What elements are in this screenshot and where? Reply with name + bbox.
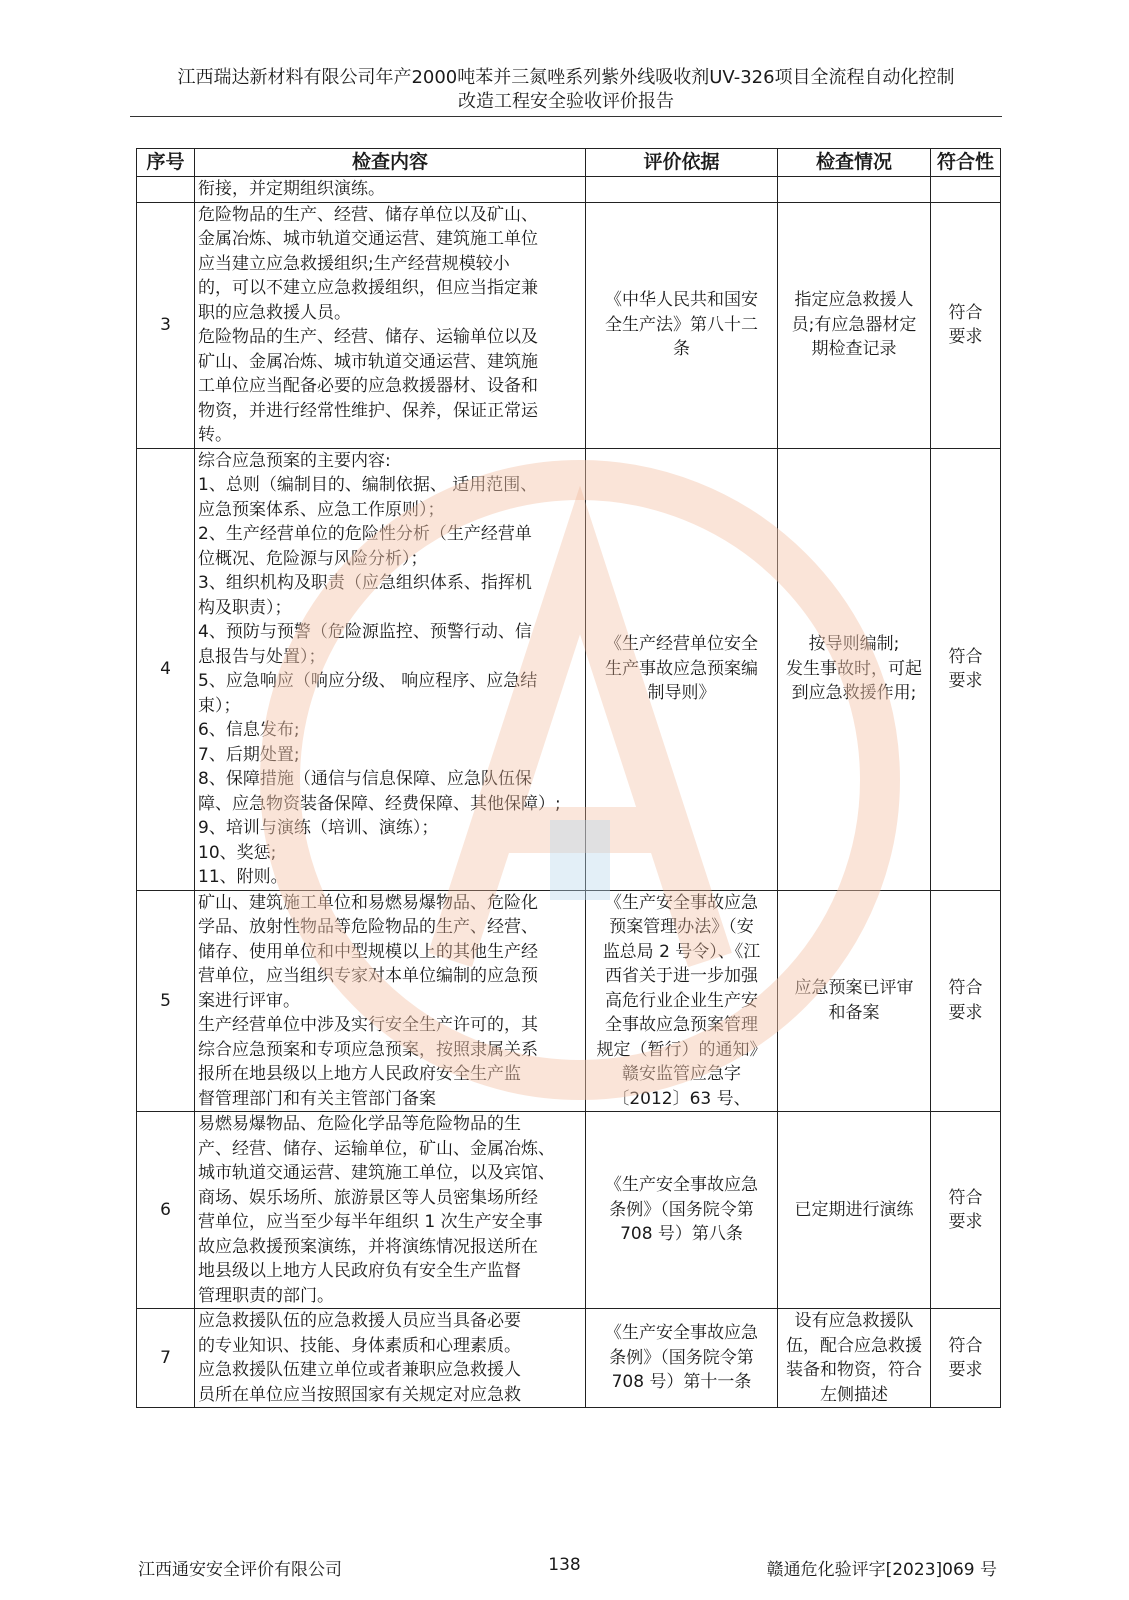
cell-basis-line: 《生产安全事故应急	[605, 892, 758, 913]
cell-conformity	[931, 890, 1001, 1112]
cell-content-line: 矿山、建筑施工单位和易燃易爆物品、危险化	[198, 892, 538, 913]
header-content: 检查内容	[195, 149, 586, 177]
cell-content-line: 营单位，应当至少每半年组织 1 次生产安全事	[198, 1212, 543, 1232]
cell-status	[778, 890, 931, 1112]
cell-conformity-line: 符合	[948, 1187, 983, 1208]
cell-status-line: 已定期进行演练	[794, 1199, 914, 1220]
header-no: 序号	[137, 149, 195, 177]
cell-basis-line: 条	[673, 339, 690, 360]
cell-basis-line: 赣安监管应急字	[622, 1064, 741, 1084]
cell-content-line: 7、后期处置;	[198, 744, 300, 765]
table-row-continuation	[137, 177, 1001, 203]
cell-basis-line: 规定（暂行）的通知》	[596, 1039, 767, 1060]
cell-basis-line: 《生产安全事故应急	[605, 1175, 758, 1196]
cell-status-line: 装备和物资，符合	[786, 1360, 922, 1380]
cell-content-line: 应当建立应急救援组织;生产经营规模较小	[198, 253, 510, 274]
cell-status	[778, 177, 931, 203]
cell-no: 3	[137, 202, 195, 448]
header-divider	[130, 116, 1002, 117]
cell-status-line: 到应急救援作用;	[791, 683, 917, 704]
cell-conformity	[931, 177, 1001, 203]
cell-content-line: 1、总则（编制目的、编制依据、 适用范围、	[198, 475, 538, 495]
footer-company: 江西通安安全评价有限公司	[138, 1560, 342, 1580]
cell-content-line: 11、附则。	[198, 867, 288, 887]
footer-report-number: 赣通危化验评字[2023]069 号	[766, 1560, 997, 1580]
cell-content-line: 综合应急预案和专项应急预案，按照隶属关系	[198, 1039, 538, 1060]
cell-status	[778, 1309, 931, 1408]
cell-status	[778, 202, 931, 448]
cell-content-line: 应急预案体系、应急工作原则）；	[198, 499, 445, 520]
cell-content-line: 综合应急预案的主要内容:	[198, 450, 391, 471]
cell-conformity-line: 要求	[948, 1360, 983, 1380]
cell-basis-line: 条例》（国务院令第	[609, 1347, 754, 1368]
footer-page-number: 138	[548, 1555, 581, 1575]
header-basis: 评价依据	[586, 149, 778, 177]
cell-basis-line: 条例》（国务院令第	[609, 1199, 754, 1220]
cell-no: 5	[137, 890, 195, 1112]
cell-basis	[586, 890, 778, 1112]
cell-basis-line: 《生产经营单位安全	[605, 634, 758, 655]
cell-status-line: 员;有应急器材定	[791, 314, 917, 335]
cell-content-line: 的，可以不建立应急救援组织，但应当指定兼	[198, 278, 538, 298]
header-status: 检查情况	[778, 149, 931, 177]
cell-basis-line: 《中华人民共和国安	[605, 290, 758, 311]
cell-content-line: 位概况、危险源与风险分析）；	[198, 548, 428, 569]
cell-content-line: 构及职责）；	[198, 597, 292, 618]
cell-content-line: 5、应急响应（响应分级、 响应程序、应急结	[198, 671, 538, 691]
cell-conformity	[931, 202, 1001, 448]
cell-content	[195, 177, 586, 203]
cell-basis	[586, 177, 778, 203]
cell-conformity-line: 符合	[948, 1335, 983, 1356]
cell-content-line: 应急救援队伍建立单位或者兼职应急救援人	[198, 1360, 521, 1380]
cell-content-line: 故应急救援预案演练，并将演练情况报送所在	[198, 1236, 538, 1257]
cell-basis-line: 生产事故应急预案编	[605, 658, 758, 679]
header-title-line2: 改造工程安全验收评价报告	[458, 91, 674, 112]
cell-content-line: 的专业知识、技能、身体素质和心理素质。	[198, 1335, 521, 1356]
cell-basis	[586, 1112, 778, 1309]
cell-basis-line: 预案管理办法》（安	[609, 917, 754, 937]
cell-basis-line: 监总局 2 号令）、《江	[602, 941, 761, 962]
cell-conformity-line: 要求	[948, 1002, 983, 1023]
cell-content-line: 商场、娱乐场所、旅游景区等人员密集场所经	[198, 1187, 538, 1208]
cell-content	[195, 1309, 586, 1408]
header-conformity: 符合性	[931, 149, 1001, 177]
cell-status	[778, 448, 931, 890]
cell-status-line: 设有应急救援队	[794, 1311, 914, 1331]
cell-conformity-line: 要求	[948, 1212, 983, 1232]
cell-basis-line: 《生产安全事故应急	[605, 1323, 758, 1344]
cell-content-line: 地县级以上地方人民政府负有安全生产监督	[198, 1261, 521, 1281]
cell-content-line: 员所在单位应当按照国家有关规定对应急救	[198, 1384, 521, 1405]
cell-status-line: 指定应急救援人	[794, 290, 914, 311]
cell-status-line: 按导则编制;	[808, 634, 900, 655]
cell-content-line: 督管理部门和有关主管部门备案	[198, 1088, 436, 1109]
cell-content	[195, 890, 586, 1112]
table-row	[137, 448, 1001, 890]
cell-basis	[586, 1309, 778, 1408]
cell-content-line: 2、生产经营单位的危险性分析（生产经营单	[198, 524, 532, 544]
cell-basis	[586, 448, 778, 890]
cell-content-line: 生产经营单位中涉及实行安全生产许可的，其	[198, 1015, 538, 1035]
cell-conformity-line: 符合	[948, 646, 983, 667]
report-header	[130, 66, 1002, 114]
cell-conformity	[931, 1112, 1001, 1309]
cell-no	[137, 177, 195, 203]
cell-conformity-line: 符合	[948, 302, 983, 323]
cell-content-line: 报所在地县级以上地方人民政府安全生产监	[198, 1064, 521, 1084]
cell-content-line: 应急救援队伍的应急救援人员应当具备必要	[198, 1311, 521, 1331]
table-row	[137, 1309, 1001, 1408]
cell-no: 4	[137, 448, 195, 890]
cell-content	[195, 202, 586, 448]
cell-content-line: 障、应急物资装备保障、经费保障、其他保障）;	[198, 793, 561, 814]
cell-content-line: 转。	[198, 425, 232, 445]
cell-basis-line: 708 号）第十一条	[611, 1372, 752, 1393]
cell-content-line: 9、培训与演练（培训、演练）；	[198, 818, 439, 838]
cell-content-line: 金属冶炼、城市轨道交通运营、建筑施工单位	[198, 229, 538, 249]
cell-content-line: 4、预防与预警（危险源监控、预警行动、信	[198, 622, 532, 642]
cell-basis-line: 高危行业企业生产安	[605, 990, 758, 1011]
cell-basis-line: 708 号）第八条	[620, 1224, 743, 1245]
cell-content-line: 城市轨道交通运营、建筑施工单位，以及宾馆、	[198, 1163, 555, 1183]
cell-content-line: 易燃易爆物品、危险化学品等危险物品的生	[198, 1114, 521, 1134]
cell-content-line: 案进行评审。	[198, 990, 300, 1011]
table-row	[137, 202, 1001, 448]
cell-status-line: 期检查记录	[811, 339, 897, 360]
table-row	[137, 1112, 1001, 1309]
cell-basis-line: 制导则》	[647, 683, 716, 704]
header-title-line1: 江西瑞达新材料有限公司年产2000吨苯并三氮唑系列紫外线吸收剂UV-326项目全流程自动化控制	[177, 67, 955, 88]
cell-status-line: 左侧描述	[820, 1384, 888, 1405]
cell-content-line: 职的应急救援人员。	[198, 302, 351, 323]
cell-content-line: 3、组织机构及职责（应急组织体系、指挥机	[198, 573, 532, 593]
cell-content	[195, 1112, 586, 1309]
cell-content	[195, 448, 586, 890]
cell-content-line: 8、保障措施（通信与信息保障、应急队伍保	[198, 769, 532, 789]
cell-status	[778, 1112, 931, 1309]
cell-status-line: 伍，配合应急救援	[786, 1335, 922, 1356]
cell-content-line: 矿山、金属冶炼、城市轨道交通运营、建筑施	[198, 351, 538, 372]
table-row	[137, 890, 1001, 1112]
cell-content-line: 10、奖惩;	[198, 842, 277, 863]
cell-status-line: 和备案	[828, 1002, 880, 1023]
inspection-table	[136, 148, 1001, 1408]
cell-content-line: 息报告与处置）；	[198, 646, 326, 667]
cell-content-line: 危险物品的生产、经营、储存、运输单位以及	[198, 327, 538, 347]
cell-content-line: 营单位，应当组织专家对本单位编制的应急预	[198, 966, 538, 986]
cell-no: 6	[137, 1112, 195, 1309]
cell-basis-line: 〔2012〕63 号、	[612, 1088, 751, 1109]
cell-content-line: 物资，并进行经常性维护、保养，保证正常运	[198, 400, 538, 421]
cell-content-line: 工单位应当配备必要的应急救援器材、设备和	[198, 376, 538, 396]
cell-basis	[586, 202, 778, 448]
cell-status-line: 应急预案已评审	[794, 978, 914, 999]
cell-content-line: 束）；	[198, 695, 241, 716]
cell-conformity	[931, 1309, 1001, 1408]
cell-content-line: 产、经营、储存、运输单位，矿山、金属冶炼、	[198, 1138, 555, 1159]
cell-content-line: 危险物品的生产、经营、储存单位以及矿山、	[198, 204, 538, 225]
cell-content-line: 衔接，并定期组织演练。	[198, 179, 385, 199]
cell-status-line: 发生事故时，可起	[786, 658, 922, 679]
cell-content-line: 管理职责的部门。	[198, 1285, 334, 1306]
cell-basis-line: 全生产法》第八十二	[605, 314, 758, 335]
cell-content-line: 储存、使用单位和中型规模以上的其他生产经	[198, 941, 538, 962]
cell-basis-line: 西省关于进一步加强	[605, 966, 758, 986]
cell-no: 7	[137, 1309, 195, 1408]
cell-content-line: 6、信息发布;	[198, 720, 300, 740]
cell-content-line: 学品、放射性物品等危险物品的生产、经营、	[198, 917, 538, 937]
table-header-row	[137, 149, 1001, 177]
cell-conformity-line: 要求	[948, 327, 983, 347]
cell-conformity-line: 要求	[948, 671, 983, 691]
cell-conformity	[931, 448, 1001, 890]
cell-basis-line: 全事故应急预案管理	[605, 1015, 758, 1035]
cell-conformity-line: 符合	[948, 978, 983, 999]
